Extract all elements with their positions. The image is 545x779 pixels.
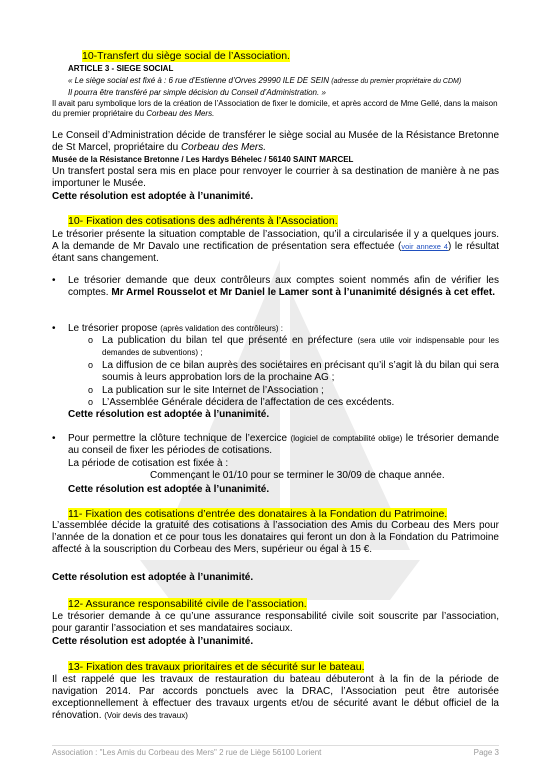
address-line: Musée de la Résistance Bretonne / Les Hardys Béhelec / 56140 SAINT MARCEL <box>52 155 354 164</box>
paragraph: Le trésorier présente la situation comptable de l’association, qu’il a circularisée il y a quelques jours. A la demande de Mr Davalo une rectification de présentation sera effectuée (voir annexe 4) le résultat étant sans changement. <box>52 229 499 264</box>
section-title: 12- Assurance responsabilité civile de l’association. <box>68 598 307 610</box>
page-footer <box>52 745 499 757</box>
circle-bullet-icon: o <box>88 360 94 370</box>
resolution-line: Cette résolution est adoptée à l’unanimité. <box>52 191 254 202</box>
paragraph: Le Conseil d’Administration décide de transférer le siège social au Musée de la Résistance Bretonne de St Marcel, propriétaire du Corbeau des Mers. <box>52 130 499 153</box>
section-title: 11- Fixation des cotisations d’entrée des donataires à la Fondation du Patrimoine. <box>68 508 448 520</box>
section-title: 10-Transfert du siège social de l’Association. <box>82 50 290 62</box>
paragraph: Il avait paru symbolique lors de la création de l’Association de fixer le domicile, et après accord de Mme Gellé, dans la maison du premier propriétaire du Corbeau des Mers. <box>52 99 498 118</box>
sub-item: L’Assemblée Générale décidera de l’affectation de ces excédents. <box>102 397 395 408</box>
sub-item: La publication sur le site Internet de l’Association ; <box>102 385 324 396</box>
paragraph: Il est rappelé que les travaux de restauration du bateau débuteront à la fin de la période de navigation 2014. Par accords ponctuels avec la DRAC, l’Association peut être autorisée exceptionnellement à effectuer des travaux urgents et/ou de sécurité avant le début officiel de la rénovation. (Voir devis des travaux) <box>52 674 499 721</box>
annex-link[interactable]: voir annexe 4 <box>401 242 448 251</box>
resolution-line: Cette résolution est adoptée à l’unanimité. <box>68 409 270 420</box>
paragraph: L’assemblée décide la gratuité des cotisations à l’association des Amis du Corbeau des Mers pour l’année de la donation et ce pour tous les donataires qui feront un don à la Fondation du Patrimoine affecté à la souscription du Corbeau des Mers, supérieur ou égal à 15 €. <box>52 520 499 555</box>
quote-line: Il pourra être transféré par simple décision du Conseil d’Administration. » <box>68 88 326 97</box>
resolution-line: Cette résolution est adoptée à l’unanimité. <box>68 484 270 495</box>
bullet-item: Pour permettre la clôture technique de l’exercice (logiciel de comptabilité oblige) le trésorier demande au conseil de fixer les périodes de cotisations. <box>68 433 500 456</box>
footer-text: Association : "Les Amis du Corbeau des Mers" 2 rue de Liège 56100 Lorient <box>52 748 322 757</box>
section-title: 13- Fixation des travaux prioritaires et de sécurité sur le bateau. <box>68 661 365 673</box>
sub-item: La publication du bilan tel que présenté en préfecture (sera utile voir indispensable pour les demandes de subventions) ; <box>102 335 499 357</box>
quote-line: « Le siège social est fixé à : 6 rue d’Estienne d’Orves 29990 ILE DE SEIN (adresse du premier propriétaire du CDM) <box>68 76 462 85</box>
circle-bullet-icon: o <box>88 385 94 395</box>
bullet-icon: • <box>52 323 56 334</box>
bullet-icon: • <box>52 275 56 286</box>
bullet-item: Le trésorier propose (après validation des contrôleurs) : <box>68 323 284 334</box>
paragraph: Le trésorier demande à ce qu’une assurance responsabilité civile soit souscrite par l’association, pour garantir l’association et ses mandataires sociaux. <box>52 611 499 634</box>
article-heading: ARTICLE 3 - SIEGE SOCIAL <box>68 64 174 73</box>
paragraph: Un transfert postal sera mis en place pour renvoyer le courrier à sa destination de manière à ne pas importuner le Musée. <box>52 166 499 189</box>
page-number: Page 3 <box>473 748 499 757</box>
paragraph: La période de cotisation est fixée à : <box>68 458 229 469</box>
paragraph: Commençant le 01/10 pour se terminer le 30/09 de chaque année. <box>150 470 445 481</box>
bullet-icon: • <box>52 433 56 444</box>
sub-item: La diffusion de ce bilan auprès des sociétaires en précisant qu’il s’agit là du bilan qui sera soumis à leurs approbation lors de la prochaine AG ; <box>102 360 499 383</box>
section-title: 10- Fixation des cotisations des adhérents à l’Association. <box>68 215 338 227</box>
circle-bullet-icon: o <box>88 397 94 407</box>
resolution-line: Cette résolution est adoptée à l’unanimité. <box>52 636 254 647</box>
resolution-line: Cette résolution est adoptée à l’unanimité. <box>52 572 254 583</box>
circle-bullet-icon: o <box>88 335 94 345</box>
bullet-item: Le trésorier demande que deux contrôleurs aux comptes soient nommés afin de vérifier les comptes. Mr Armel Rousselot et Mr Daniel le Lamer sont à l’unanimité désignés à cet effet. <box>68 275 499 298</box>
